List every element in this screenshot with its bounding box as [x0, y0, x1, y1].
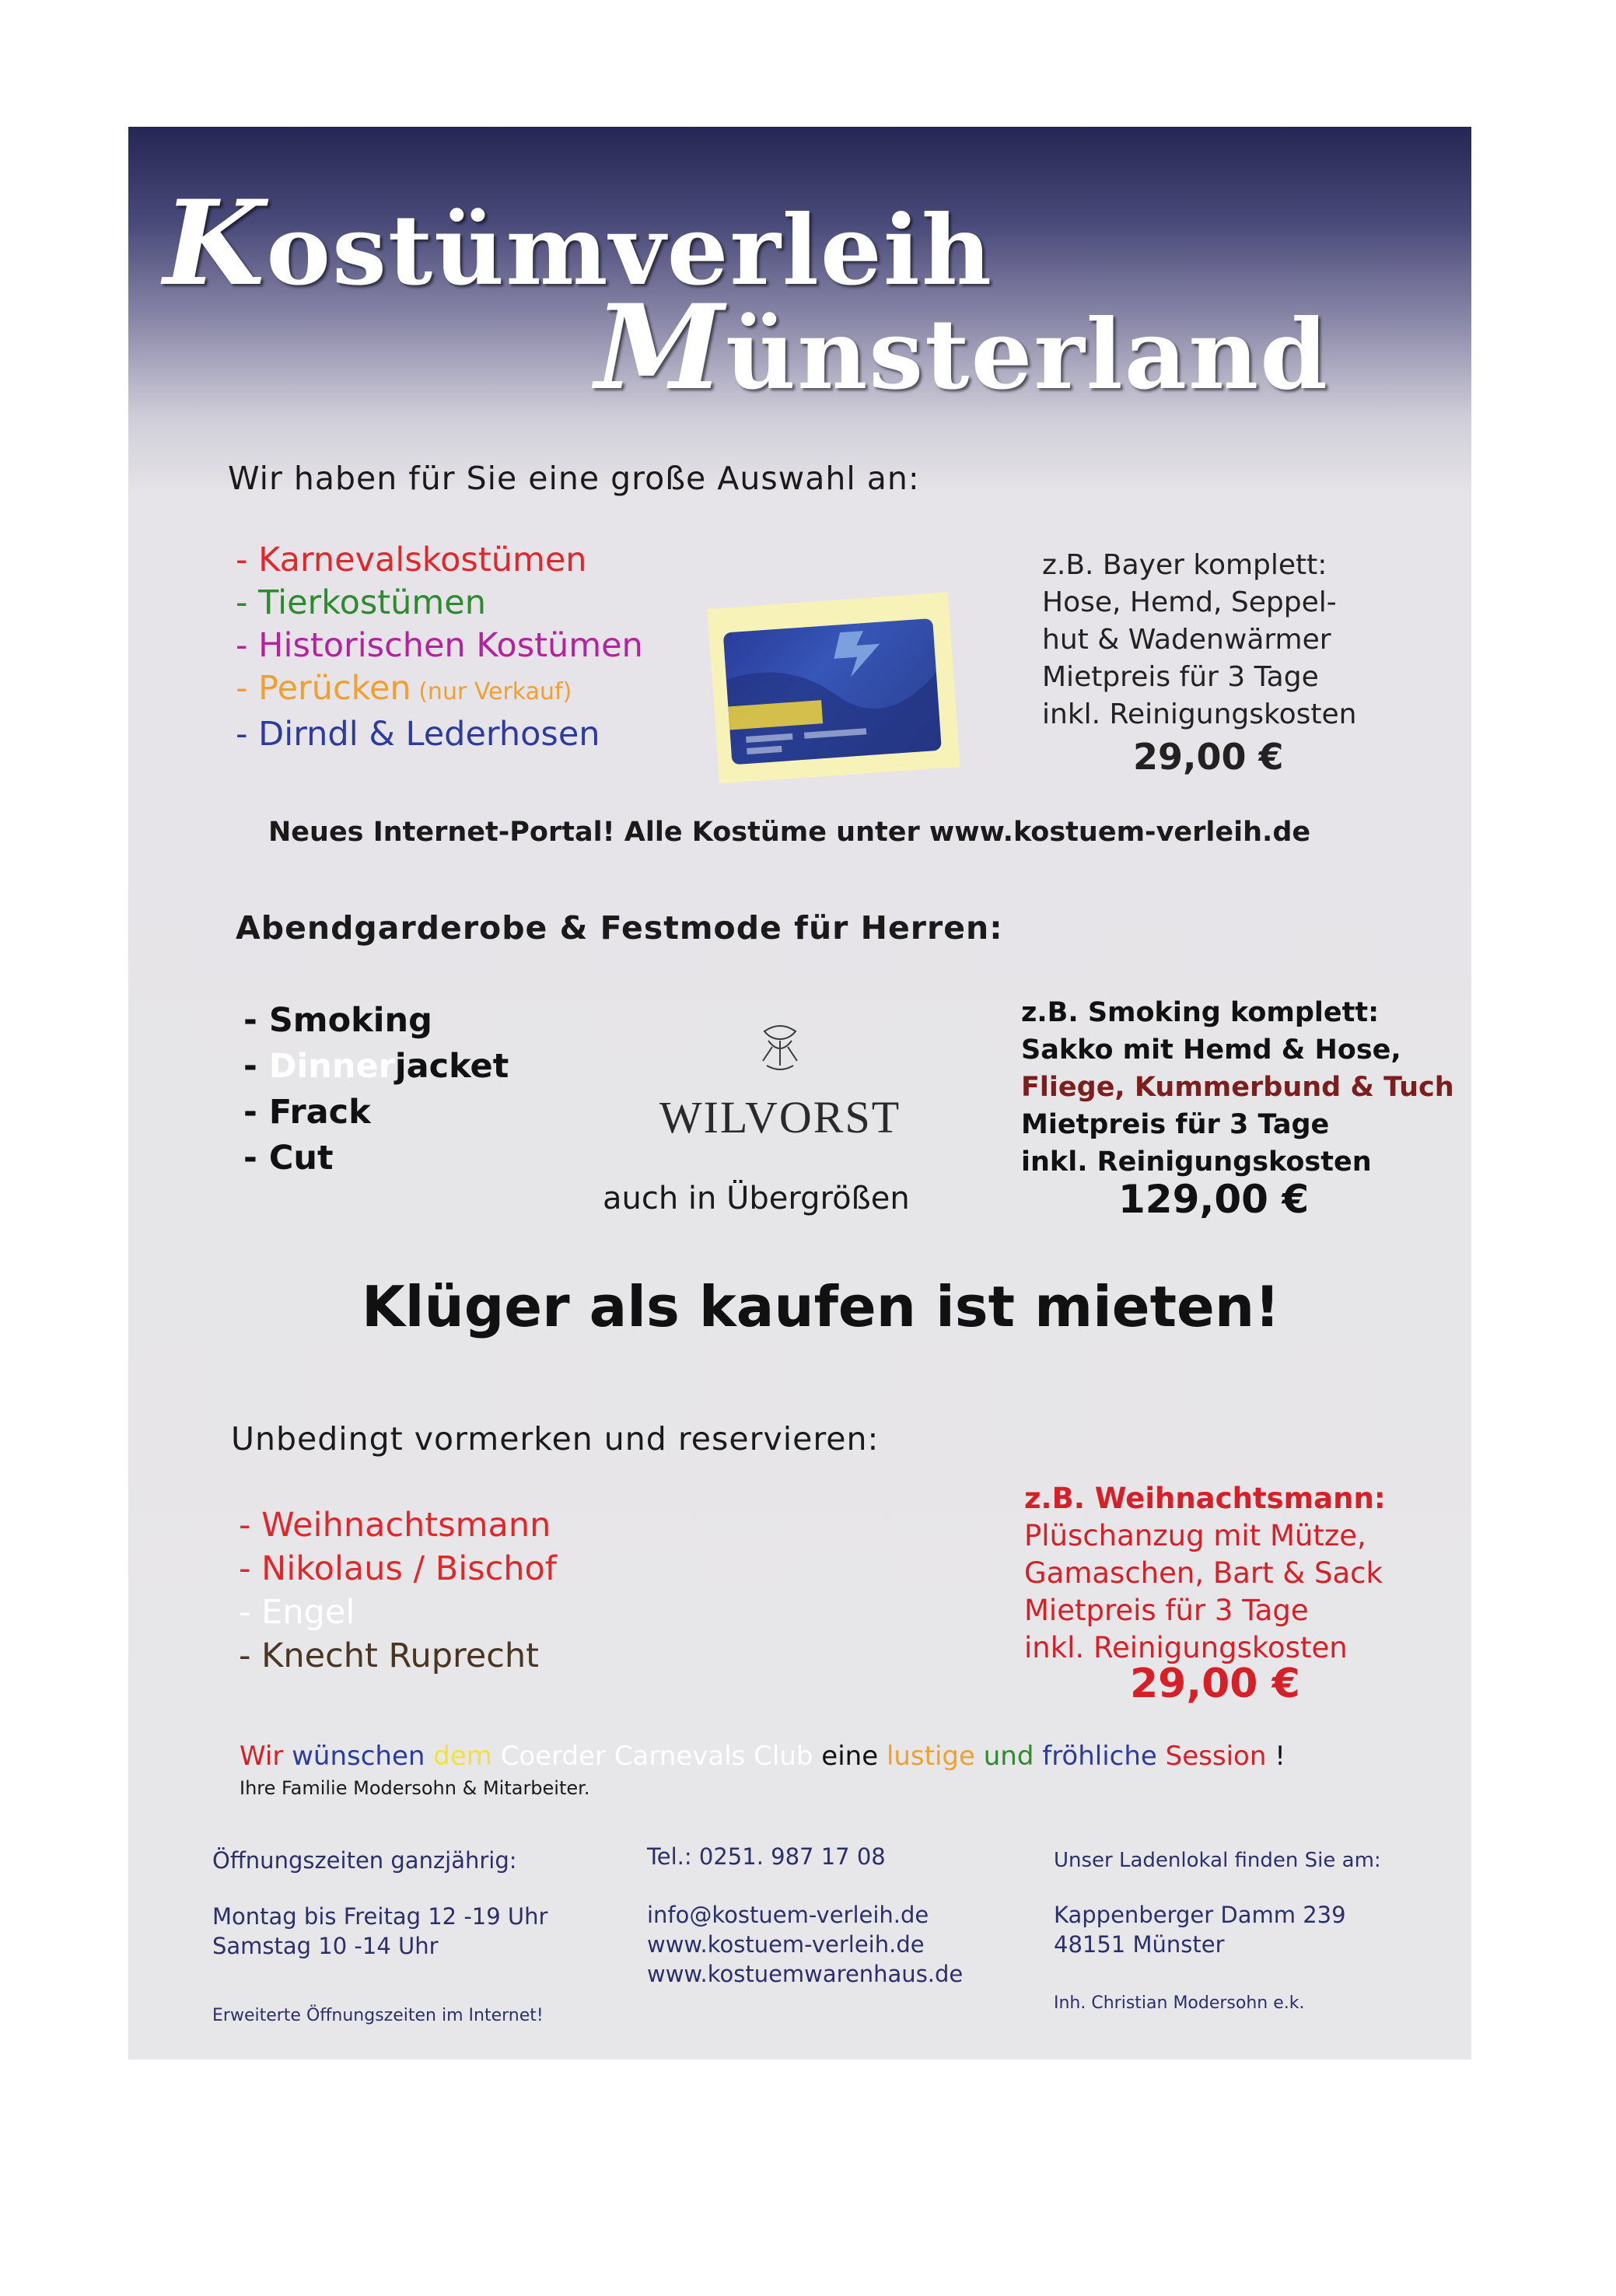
- section3-heading: Unbedingt vormerken und reservieren:: [231, 1420, 880, 1458]
- shop-street: Kappenberger Damm 239: [1054, 1902, 1346, 1928]
- offer-line: Plüschanzug mit Mütze,: [1024, 1519, 1366, 1552]
- offer-line: Hose, Hemd, Seppel-: [1042, 586, 1337, 618]
- offer-bayer: [1042, 547, 1356, 733]
- list-item-label: - Dirndl & Lederhosen: [236, 715, 600, 754]
- owner: Inh. Christian Modersohn e.k.: [1054, 1993, 1305, 2013]
- title-initial: M: [595, 279, 726, 416]
- list-item-part: Dinner: [268, 1047, 395, 1086]
- greeting-word: und: [983, 1741, 1043, 1772]
- list-item: [239, 1634, 557, 1678]
- greeting-word: Session: [1165, 1741, 1275, 1772]
- list-item-part: jacket: [394, 1047, 509, 1086]
- list-item-part: -: [243, 1047, 269, 1086]
- list-item-label: - Historischen Kostümen: [236, 626, 643, 665]
- offer-line: hut & Wadenwärmer: [1042, 624, 1331, 656]
- pluscard-card: [723, 618, 942, 765]
- offer-line: inkl. Reinigungskosten: [1024, 1631, 1348, 1664]
- list-item-label: - Engel: [239, 1593, 355, 1632]
- title-initial: K: [163, 175, 267, 312]
- list-item: [243, 1136, 509, 1181]
- costume-list: [236, 539, 643, 756]
- email-link[interactable]: info@kostuem-verleih.de: [647, 1902, 929, 1928]
- hours-label: Öffnungszeiten ganzjährig:: [212, 1847, 517, 1874]
- phone-number: Tel.: 0251. 987 17 08: [647, 1843, 886, 1870]
- website-link-1[interactable]: www.kostuem-verleih.de: [647, 1931, 925, 1958]
- pluscard-image: [708, 592, 960, 783]
- title-rest: ostümverleih: [266, 194, 994, 307]
- offer-line: Mietpreis für 3 Tage: [1021, 1109, 1330, 1140]
- offer-line: Mietpreis für 3 Tage: [1024, 1594, 1309, 1627]
- greeting-word: lustige: [886, 1741, 984, 1772]
- greeting-word: Coerder Carnevals Club: [500, 1741, 822, 1772]
- section2-heading: Abendgarderobe & Festmode für Herren:: [236, 909, 1003, 947]
- offer-smoking: [1021, 994, 1454, 1181]
- website-link-2[interactable]: www.kostuemwarenhaus.de: [647, 1961, 964, 1987]
- list-item-label: - Weihnachtsmann: [239, 1506, 551, 1545]
- menswear-list: [243, 998, 509, 1181]
- greeting-word: dem: [433, 1741, 501, 1772]
- greeting-word: eine: [821, 1741, 887, 1772]
- offer-line: z.B. Smoking komplett:: [1021, 997, 1380, 1028]
- offer-bayer-price: 29,00 €: [1133, 736, 1284, 778]
- hours-weekday: Montag bis Freitag 12 -19 Uhr: [212, 1903, 548, 1930]
- offer-line: inkl. Reinigungskosten: [1042, 698, 1357, 730]
- list-item-label: - Knecht Ruprecht: [239, 1636, 539, 1675]
- list-item: [243, 1044, 509, 1090]
- list-item: [236, 582, 643, 625]
- shop-city: 48151 Münster: [1054, 1931, 1225, 1958]
- offer-line: Sakko mit Hemd & Hose,: [1021, 1034, 1401, 1066]
- hours-saturday: Samstag 10 -14 Uhr: [212, 1933, 439, 1959]
- brand-name: WILVORST: [659, 1092, 901, 1143]
- greeting-word: wünschen: [292, 1741, 434, 1772]
- section1-heading: Wir haben für Sie eine große Auswahl an:: [228, 460, 920, 497]
- list-item-label: - Nikolaus / Bischof: [239, 1549, 557, 1588]
- list-item-part: - Smoking: [243, 1001, 432, 1040]
- greeting-signature: Ihre Familie Modersohn & Mitarbeiter.: [240, 1777, 590, 1799]
- list-item: [239, 1547, 557, 1591]
- list-item-label: - Perücken: [236, 669, 411, 708]
- list-item-label: - Karnevalskostümen: [236, 541, 587, 579]
- list-item: [236, 713, 643, 756]
- poster: [128, 127, 1471, 2060]
- brand-sub: auch in Übergrößen: [603, 1181, 910, 1216]
- wilvorst-logo: [613, 1017, 947, 1150]
- offer-smoking-price: 129,00 €: [1118, 1177, 1310, 1222]
- offer-line: inkl. Reinigungskosten: [1021, 1146, 1372, 1178]
- offer-line: z.B. Bayer komplett:: [1042, 549, 1327, 581]
- wilvorst-crest-icon: [763, 1026, 797, 1069]
- greeting-word: !: [1275, 1741, 1285, 1772]
- offer-weihnachtsmann-price: 29,00 €: [1130, 1661, 1300, 1707]
- list-item-part: - Frack: [243, 1093, 371, 1132]
- hours-note: Erweiterte Öffnungszeiten im Internet!: [212, 2006, 544, 2025]
- offer-line: Mietpreis für 3 Tage: [1042, 661, 1319, 693]
- title-line-2: [595, 279, 1329, 416]
- christmas-list: [239, 1503, 557, 1678]
- list-item: [236, 667, 643, 713]
- list-item: [243, 998, 509, 1044]
- list-item-label: - Tierkostümen: [236, 583, 486, 622]
- portal-text: Neues Internet-Portal! Alle Kostüme unter www.kostuem-verleih.de: [268, 817, 1311, 848]
- list-item: [243, 1090, 509, 1136]
- offer-line: Gamaschen, Bart & Sack: [1024, 1556, 1383, 1590]
- greeting: [240, 1741, 1285, 1772]
- greeting-word: fröhliche: [1042, 1741, 1166, 1772]
- offer-weihnachtsmann: [1024, 1480, 1386, 1667]
- list-item-note: (nur Verkauf): [411, 678, 572, 705]
- list-item: [236, 625, 643, 667]
- list-item: [236, 539, 643, 582]
- slogan: Klüger als kaufen ist mieten!: [362, 1274, 1280, 1339]
- list-item-part: - Cut: [243, 1139, 334, 1178]
- shop-label: Unser Ladenlokal finden Sie am:: [1054, 1849, 1381, 1872]
- offer-line: z.B. Weihnachtsmann:: [1024, 1482, 1386, 1515]
- offer-line: Fliege, Kummerbund & Tuch: [1021, 1072, 1454, 1103]
- list-item: [239, 1503, 557, 1547]
- greeting-word: Wir: [240, 1741, 292, 1772]
- title-rest: ünsterland: [726, 299, 1329, 411]
- list-item: [239, 1591, 557, 1634]
